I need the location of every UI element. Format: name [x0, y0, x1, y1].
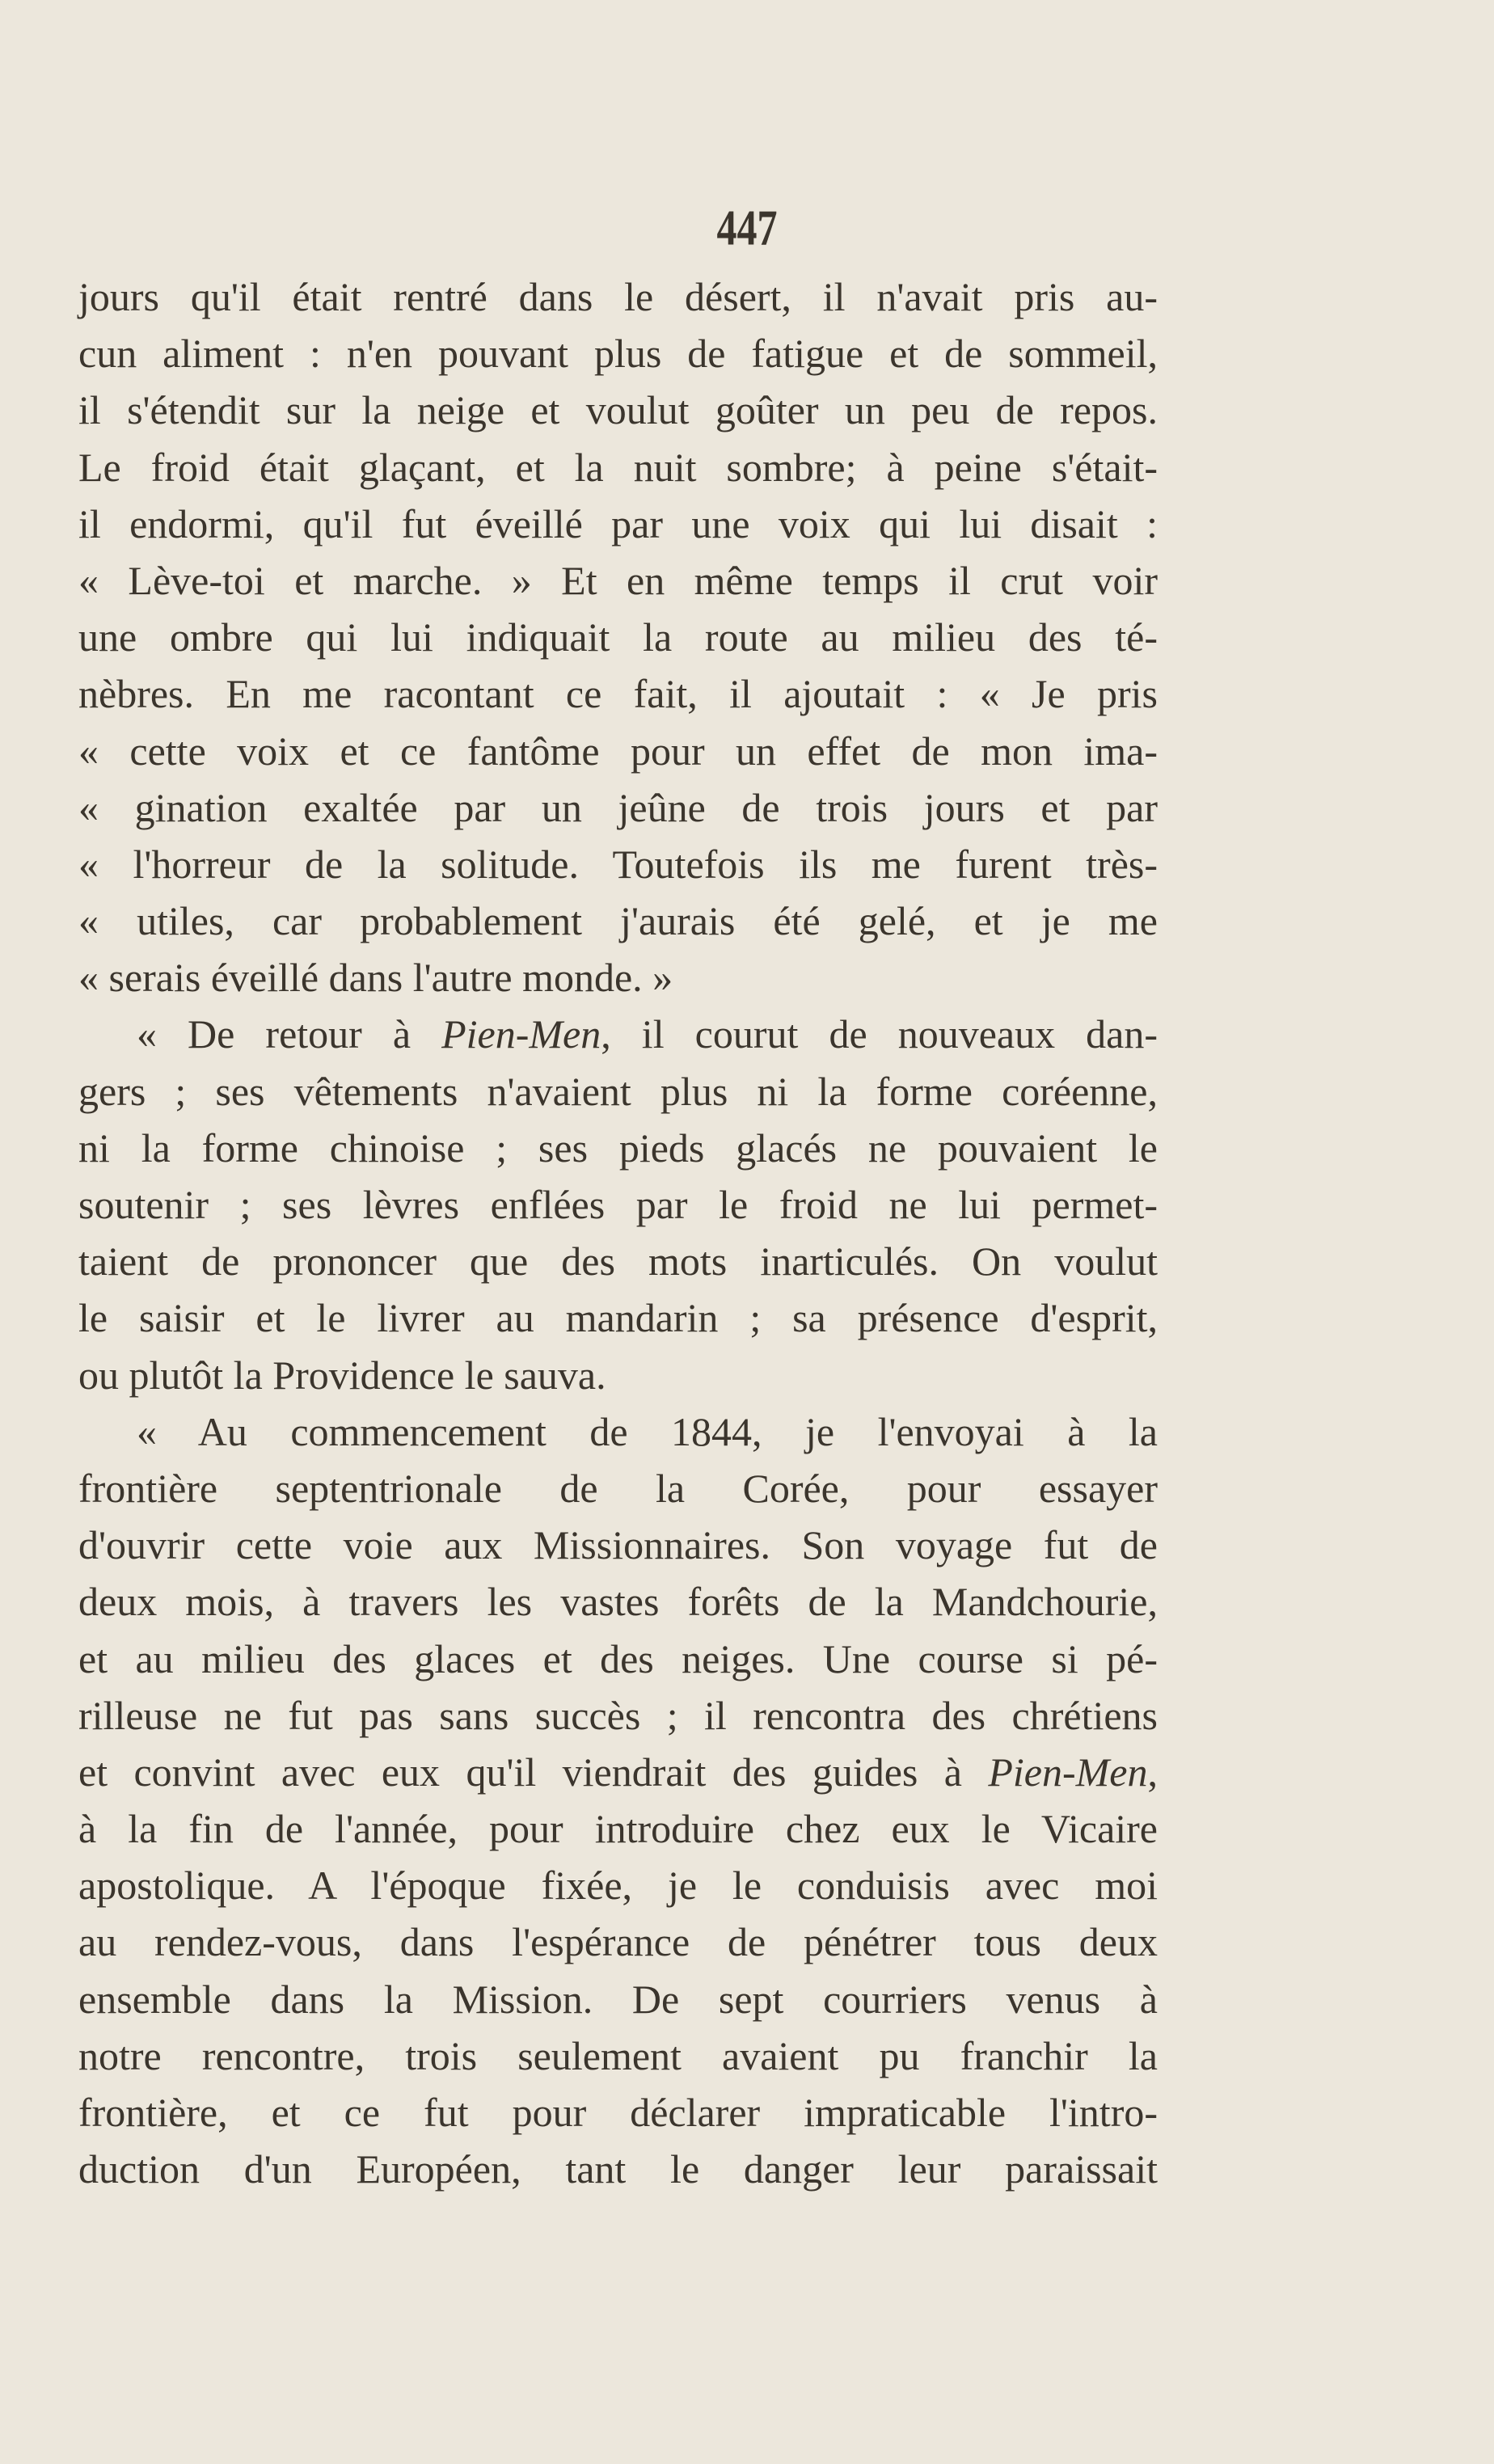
text-line: frontière, et ce fut pour déclarer impraticable l'intro- [78, 2090, 1158, 2135]
text-line: ensemble dans la Mission. De sept courriers venus à [78, 1976, 1158, 2022]
text-line: « cette voix et ce fantôme pour un effet de mon ima- [78, 728, 1158, 774]
text-line: d'ouvrir cette voie aux Missionnaires. Son voyage fut de [78, 1522, 1158, 1568]
text-line: « utiles, car probablement j'aurais été gelé, et je me [78, 898, 1158, 944]
text-line: et au milieu des glaces et des neiges. Une course si pé- [78, 1635, 1158, 1681]
page-number: 447 [716, 199, 778, 255]
text-line: rilleuse ne fut pas sans succès ; il rencontra des chrétiens [78, 1692, 1158, 1738]
text-line: « gination exaltée par un jeûne de trois jours et par [78, 784, 1158, 830]
text-segment: , [1147, 1749, 1158, 1795]
text-line: duction d'un Européen, tant le danger leur paraissait [78, 2146, 1158, 2192]
text-line: au rendez-vous, dans l'espérance de pénétrer tous deux [78, 1919, 1158, 1965]
text-line: notre rencontre, trois seulement avaient pu franchir la [78, 2032, 1158, 2078]
place-name-italic: Pien-Men [441, 1011, 601, 1057]
text-line: ni la forme chinoise ; ses pieds glacés ne pouvaient le [78, 1124, 1158, 1171]
text-line: ou plutôt la Providence le sauva. [78, 1352, 606, 1398]
text-line: deux mois, à travers les vastes forêts de la Mandchourie, [78, 1579, 1158, 1625]
text-line: « Lève-toi et marche. » Et en même temps il crut voir [78, 557, 1158, 603]
text-line [78, 1744, 1158, 1800]
text-line: nèbres. En me racontant ce fait, il ajoutait : « Je pris [78, 671, 1158, 717]
text-segment: et convint avec eux qu'il viendrait des guides à [78, 1749, 989, 1795]
text-line: cun aliment : n'en pouvant plus de fatigue et de sommeil, [78, 331, 1158, 377]
text-line: « serais éveillé dans l'autre monde. » [78, 955, 673, 1001]
text-line: le saisir et le livrer au mandarin ; sa présence d'esprit, [78, 1295, 1158, 1341]
text-line: soutenir ; ses lèvres enflées par le froid ne lui permet- [78, 1182, 1158, 1227]
text-line: jours qu'il était rentré dans le désert, il n'avait pris au- [78, 274, 1158, 319]
text-line: « l'horreur de la solitude. Toutefois ils me furent très- [78, 841, 1158, 887]
text-segment: « De retour à [137, 1011, 442, 1057]
text-line: il endormi, qu'il fut éveillé par une voix qui lui disait : [78, 500, 1158, 546]
text-line: « Au commencement de 1844, je l'envoyai à la [137, 1408, 1158, 1454]
text-line: une ombre qui lui indiquait la route au milieu des té- [78, 614, 1158, 660]
text-line: apostolique. A l'époque fixée, je le conduisis avec moi [78, 1863, 1158, 1909]
text-line: il s'étendit sur la neige et voulut goûter un peu de repos. [78, 387, 1158, 433]
text-line: gers ; ses vêtements n'avaient plus ni la forme coréenne, [78, 1068, 1158, 1114]
text-line [78, 1006, 1158, 1062]
text-line: taient de prononcer que des mots inarticulés. On voulut [78, 1238, 1158, 1285]
place-name-italic: Pien-Men [988, 1749, 1148, 1795]
text-segment: , il courut de nouveaux dan- [601, 1011, 1158, 1057]
text-line: Le froid était glaçant, et la nuit sombre; à peine s'était- [78, 444, 1158, 490]
text-line: à la fin de l'année, pour introduire chez eux le Vicaire [78, 1806, 1158, 1852]
text-line: frontière septentrionale de la Corée, pour essayer [78, 1465, 1158, 1511]
body-text [78, 268, 1158, 2197]
